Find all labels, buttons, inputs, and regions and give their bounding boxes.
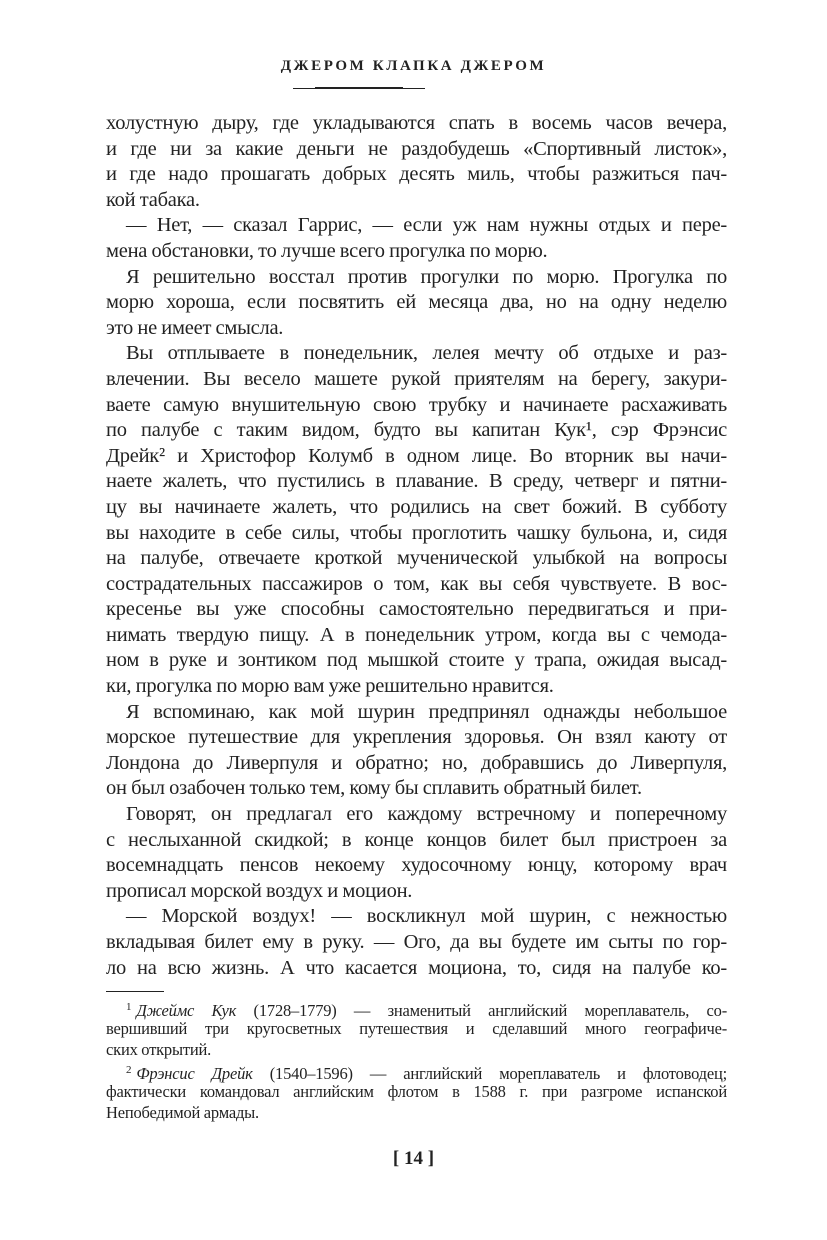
paragraph [106, 111, 727, 213]
page-number: [ 14 ] [392, 1148, 435, 1169]
text-line: сострадательных пассажиров о том, как вы себя чувствуете. В вос- [106, 572, 727, 595]
footnote [106, 997, 727, 1060]
text-line: ки, прогулка по морю вам уже решительно нравится. [106, 675, 554, 698]
text-line: Говорят, он предлагал его каждому встречному и поперечному [126, 803, 727, 826]
text-line: Вы отплываете в понедельник, лелея мечту об отдыхе и раз- [126, 342, 727, 365]
text-line: восемнадцать пенсов некоему худосочному юнцу, которому врач [106, 854, 727, 877]
text-line: ном в руке и зонтиком под мышкой стоите у трапа, ожидая высад- [106, 649, 727, 672]
text-line: прописал морской воздух и моцион. [106, 879, 413, 902]
footnote-name: Фрэнсис Дрейк [136, 1064, 253, 1083]
footnote-text: (1540–1596) — английский мореплаватель и флотоводец; [252, 1064, 727, 1083]
text-line: Лондона до Ливерпуля и обратно; но, добравшись до Ливерпуля, [106, 751, 727, 774]
header-rule-ornament [315, 87, 403, 89]
footnote-number: 2 [126, 1064, 132, 1076]
running-header: ДЖЕРОМ КЛАПКА ДЖЕРОМ [280, 58, 547, 74]
text-line: это не имеет смысла. [106, 316, 284, 339]
text-line: по палубе с таким видом, будто вы капитан Кук¹, сэр Фрэнсис [106, 419, 727, 442]
paragraph [106, 213, 727, 264]
footnote-number: 1 [126, 1001, 132, 1013]
footnote [106, 1060, 727, 1123]
text-line: ло на всю жизнь. А что касается моциона, то, сидя на палубе ко- [106, 956, 727, 979]
text-line: вкладывая билет ему в руку. — Ого, да вы будете им сыты по гор- [106, 931, 727, 953]
text-line: Я решительно восстал против прогулки по морю. Прогулка по [126, 265, 727, 288]
text-line: и где надо прошагать добрых десять миль, чтобы разжиться пач- [106, 163, 727, 186]
text-line: влечении. Вы весело машете рукой приятелям на берегу, закури- [106, 367, 727, 390]
footnote-line [106, 1060, 727, 1081]
text-line: вы находите в себе силы, чтобы проглотить чашку бульона, и, сидя [106, 521, 727, 544]
body-text [106, 111, 727, 981]
text-line: кой табака. [106, 188, 200, 211]
footnote-line [106, 997, 727, 1018]
footnote-name: Джеймс Кук [136, 1001, 237, 1020]
text-line: — Морской воздух! — воскликнул мой шурин, с нежностью [126, 905, 727, 928]
text-line: с неслыханной скидкой; в конце концов билет был пристроен за [106, 828, 727, 851]
text-line: — Нет, — сказал Гаррис, — если уж нам нужны отдых и пере- [126, 214, 727, 237]
paragraph [106, 802, 727, 904]
footnote-line: фактически командовал английским флотом в 1588 г. при разгроме испанской [106, 1082, 727, 1101]
text-line: на палубе, отвечаете кроткой мученической улыбкой на вопросы [106, 547, 727, 570]
footnote-line: Непобедимой армады. [106, 1103, 259, 1122]
text-line: мена обстановки, то лучше всего прогулка по морю. [106, 239, 548, 262]
text-line: ваете самую внушительную свою трубку и начинаете расхаживать [106, 393, 727, 416]
paragraph [106, 265, 727, 342]
text-line: Я вспоминаю, как мой шурин предпринял однажды небольшое [126, 700, 727, 723]
footnotes [106, 997, 727, 1123]
paragraph [106, 341, 727, 699]
text-line: он был озабочен только тем, кому бы сплавить обратный билет. [106, 777, 642, 800]
text-line: холустную дыру, где укладываются спать в восемь часов вечера, [106, 112, 727, 134]
text-line: цу вы начинаете жалеть, что родились на свет божий. В субботу [106, 495, 727, 518]
footnote-separator [106, 991, 164, 992]
text-line: Дрейк² и Христофор Колумб в одном лице. Во вторник вы начи- [106, 444, 727, 467]
text-line: морю хороша, если посвятить ей месяца два, но на одну неделю [106, 291, 727, 314]
text-line: кресенье вы уже способны самостоятельно передвигаться и при- [106, 598, 727, 621]
paragraph [106, 904, 727, 981]
footnote-text: (1728–1779) — знаменитый английский мореплаватель, со- [236, 1001, 728, 1020]
text-line: и где ни за какие деньги не раздобудешь «Спортивный листок», [106, 137, 727, 160]
text-line: наете жалеть, что пустились в плавание. В среду, четверг и пятни- [106, 470, 727, 493]
footnote-line: вершивший три кругосветных путешествия и сделавший много географиче- [106, 1019, 727, 1038]
footnote-line: ских открытий. [106, 1040, 212, 1059]
text-line: морское путешествие для укрепления здоровья. Он взял каюту от [106, 726, 727, 749]
text-line: нимать твердую пищу. А в понедельник утром, когда вы с чемода- [106, 623, 727, 646]
paragraph [106, 700, 727, 802]
